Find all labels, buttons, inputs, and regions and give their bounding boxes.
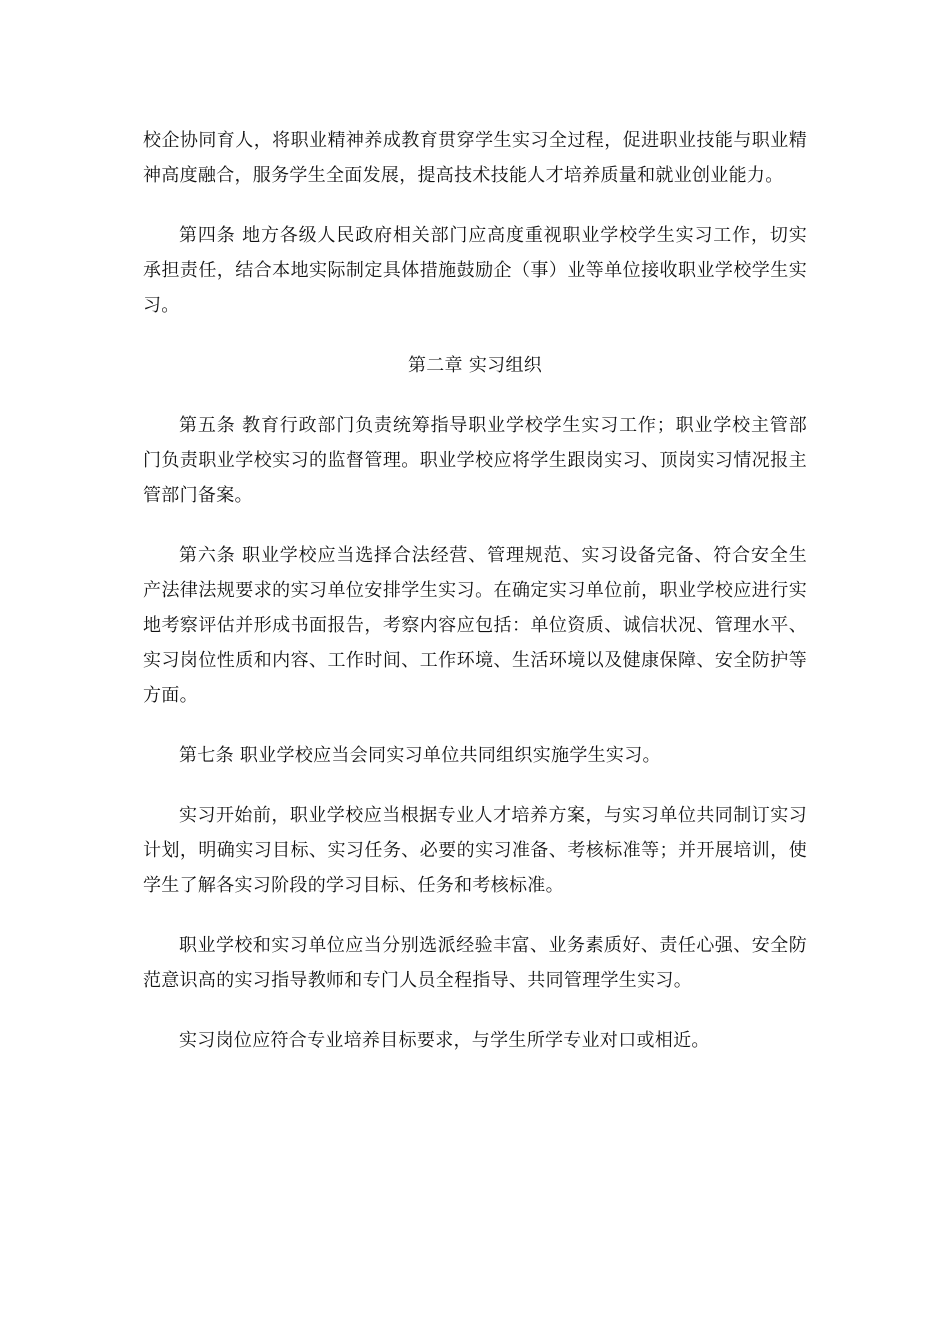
position-requirement-paragraph: 实习岗位应符合专业培养目标要求，与学生所学专业对口或相近。 xyxy=(179,1030,710,1051)
article-4-paragraph: 第四条 地方各级人民政府相关部门应高度重视职业学校学生实习工作，切实承担责任，结合本地实际制定具体措施鼓励企（事）业等单位接收职业学校学生实习。 xyxy=(143,225,807,316)
document-body xyxy=(143,123,807,1083)
article-5-paragraph: 第五条 教育行政部门负责统筹指导职业学校学生实习工作；职业学校主管部门负责职业学校实习的监督管理。职业学校应将学生跟岗实习、顶岗实习情况报主管部门备案。 xyxy=(143,415,807,506)
internship-preparation-paragraph: 实习开始前，职业学校应当根据专业人才培养方案，与实习单位共同制订实习计划，明确实习目标、实习任务、必要的实习准备、考核标准等；并开展培训，使学生了解各实习阶段的学习目标、任务和考核标准。 xyxy=(143,805,807,896)
article-7-paragraph: 第七条 职业学校应当会同实习单位共同组织实施学生实习。 xyxy=(179,745,661,766)
instructor-assignment-paragraph: 职业学校和实习单位应当分别选派经验丰富、业务素质好、责任心强、安全防范意识高的实习指导教师和专门人员全程指导、共同管理学生实习。 xyxy=(143,935,807,991)
chapter-heading: 第二章 实习组织 xyxy=(407,355,543,376)
paragraph-continuation: 校企协同育人，将职业精神养成教育贯穿学生实习全过程，促进职业技能与职业精神高度融合，服务学生全面发展，提高技术技能人才培养质量和就业创业能力。 xyxy=(143,130,807,186)
article-6-paragraph: 第六条 职业学校应当选择合法经营、管理规范、实习设备完备、符合安全生产法律法规要求的实习单位安排学生实习。在确定实习单位前，职业学校应进行实地考察评估并形成书面报告，考察内容应包括：单位资质、诚信状况、管理水平、实习岗位性质和内容、工作时间、工作环境、生活环境以及健康保障、安全防护等方面。 xyxy=(143,545,807,706)
